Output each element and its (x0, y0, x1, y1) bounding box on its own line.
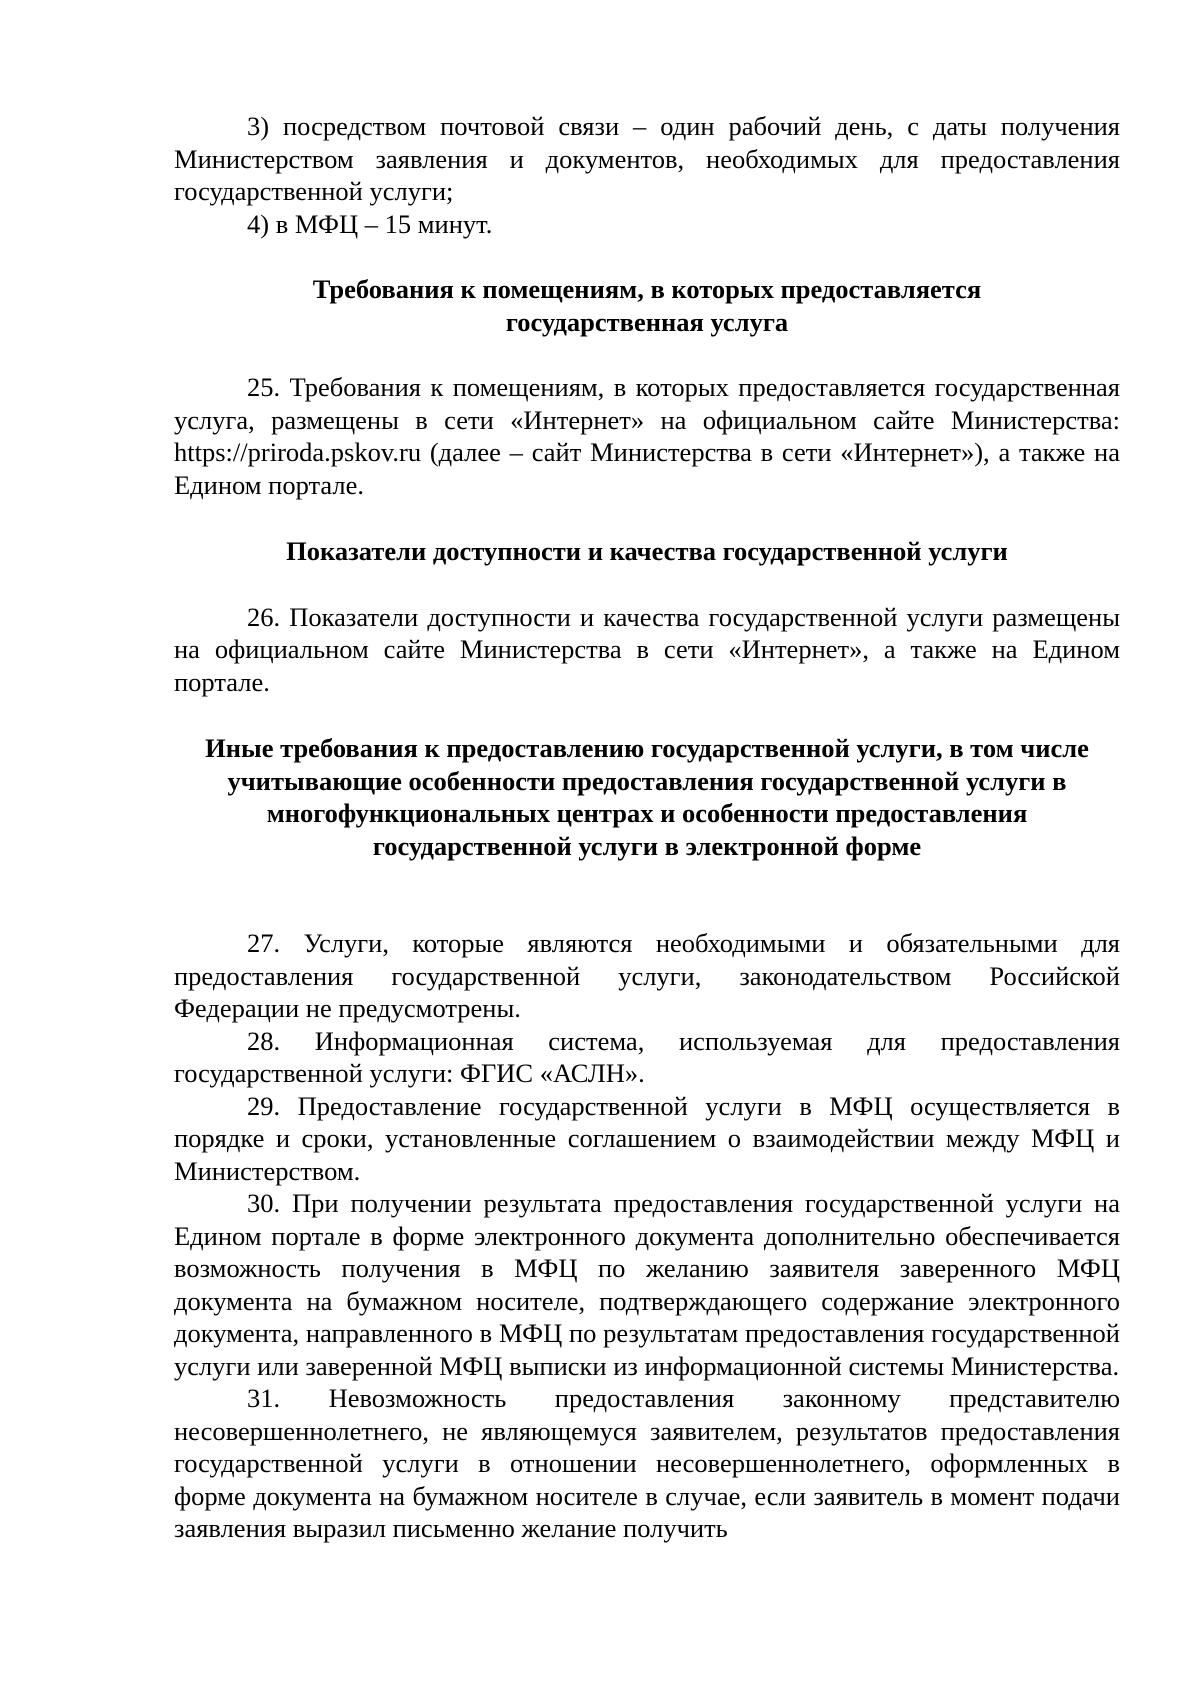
paragraph-30: 30. При получении результата предоставления государственной услуги на Едином портале в форме электронного документа дополнительно обеспечивается возможность получения в МФЦ по желанию заявителя заверенного МФЦ документа на бумажном носителе, подтверждающего содержание электронного документа, направленного в МФЦ по результатам предоставления государственной услуги или заверенной МФЦ выписки из информационной системы Министерства. (174, 1188, 1120, 1381)
paragraph-28: 28. Информационная система, используемая для предоставления государственной услуги: ФГИС «АСЛН». (174, 1025, 1120, 1088)
heading-premises-requirements: Требования к помещениям, в которых предоставляется государственная услуга (312, 274, 982, 337)
paragraph-postal-term: 3) посредством почтовой связи – один рабочий день, с даты получения Министерством заявления и документов, необходимых для предоставления государственной услуги; (174, 111, 1120, 206)
paragraph-29: 29. Предоставление государственной услуги в МФЦ осуществляется в порядке и сроки, установленные соглашением о взаимодействии между МФЦ и Министерством. (174, 1090, 1120, 1186)
paragraph-mfc-term: 4) в МФЦ – 15 минут. (247, 208, 493, 239)
paragraph-25: 25. Требования к помещениям, в которых предоставляется государственная услуга, размещены в сети «Интернет» на официальном сайте Министерства: https://priroda.pskov.ru (далее – сайт Министерства в сети «Интернет»), а также на Едином портале. (174, 372, 1120, 500)
document-page (174, 110, 1120, 1545)
paragraph-27: 27. Услуги, которые являются необходимыми и обязательными для предоставления государственной услуги, законодательством Российской Федерации не предусмотрены. (174, 928, 1120, 1023)
paragraph-26: 26. Показатели доступности и качества государственной услуги размещены на официальном сайте Министерства в сети «Интернет», а также на Едином портале. (174, 601, 1120, 697)
heading-other-requirements: Иные требования к предоставлению государственной услуги, в том числе учитывающие особенности предоставления государственной услуги в многофункциональных центрах и особенности предоставления государственной услуги в электронной форме (205, 733, 1089, 861)
paragraph-31: 31. Невозможность предоставления законному представителю несовершеннолетнего, не являющемуся заявителем, результатов предоставления государственной услуги в отношении несовершеннолетнего, оформленных в форме документа на бумажном носителе в случае, если заявитель в момент подачи заявления выразил письменно желание получить (174, 1383, 1120, 1543)
heading-availability-indicators: Показатели доступности и качества государственной услуги (286, 536, 1008, 566)
